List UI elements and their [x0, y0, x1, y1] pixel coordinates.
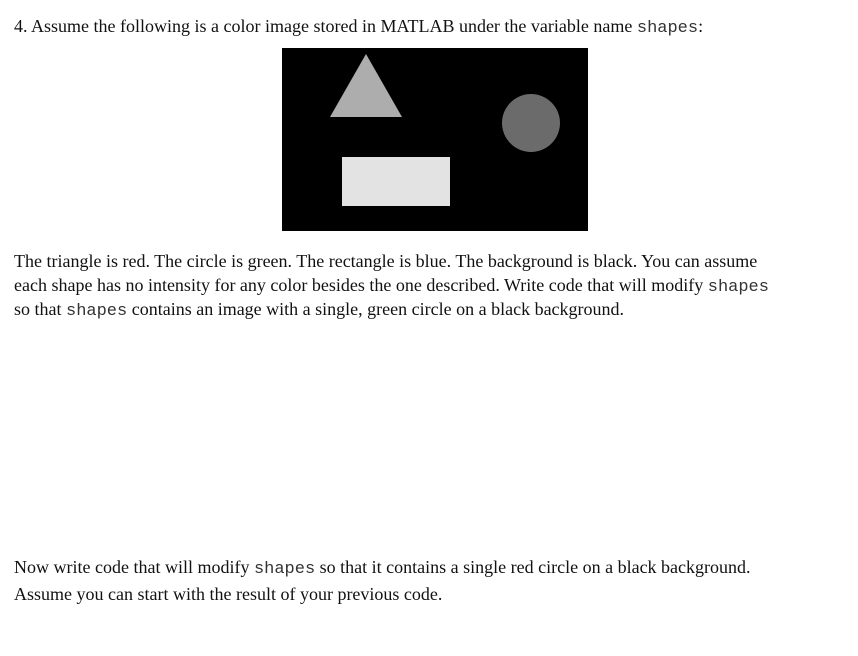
paragraph-1-line-1-text: The triangle is red. The circle is green. The rectangle is blue. The background is black. You can assume	[14, 251, 758, 271]
paragraph-1-line-3	[14, 297, 624, 324]
question-header	[14, 14, 703, 41]
paragraph-1-line-3-suffix: contains an image with a single, green circle on a black background.	[127, 299, 625, 319]
variable-name: shapes	[707, 278, 769, 297]
rectangle-shape	[342, 157, 450, 206]
variable-name: shapes	[636, 19, 699, 38]
paragraph-1-line-3-prefix: so that	[14, 299, 66, 319]
variable-name: shapes	[253, 560, 316, 579]
variable-name: shapes	[66, 302, 128, 321]
header-text: 4. Assume the following is a color image stored in MATLAB under the variable name	[14, 16, 637, 36]
paragraph-2-line-1-suffix: so that it contains a single red circle on a black background.	[315, 557, 751, 577]
paragraph-2-line-2-text: Assume you can start with the result of your previous code.	[14, 584, 443, 604]
circle-shape	[502, 94, 560, 152]
header-colon: :	[698, 16, 704, 36]
paragraph-1-line-1	[14, 249, 757, 273]
shapes-image	[282, 48, 588, 231]
paragraph-1-line-2-text: each shape has no intensity for any color besides the one described. Write code that will modify	[14, 275, 708, 295]
paragraph-1-line-2	[14, 273, 769, 300]
paragraph-2-line-1	[14, 555, 751, 582]
paragraph-2-line-1-prefix: Now write code that will modify	[14, 557, 254, 577]
shapes-canvas	[282, 48, 588, 231]
paragraph-2-line-2	[14, 582, 442, 606]
